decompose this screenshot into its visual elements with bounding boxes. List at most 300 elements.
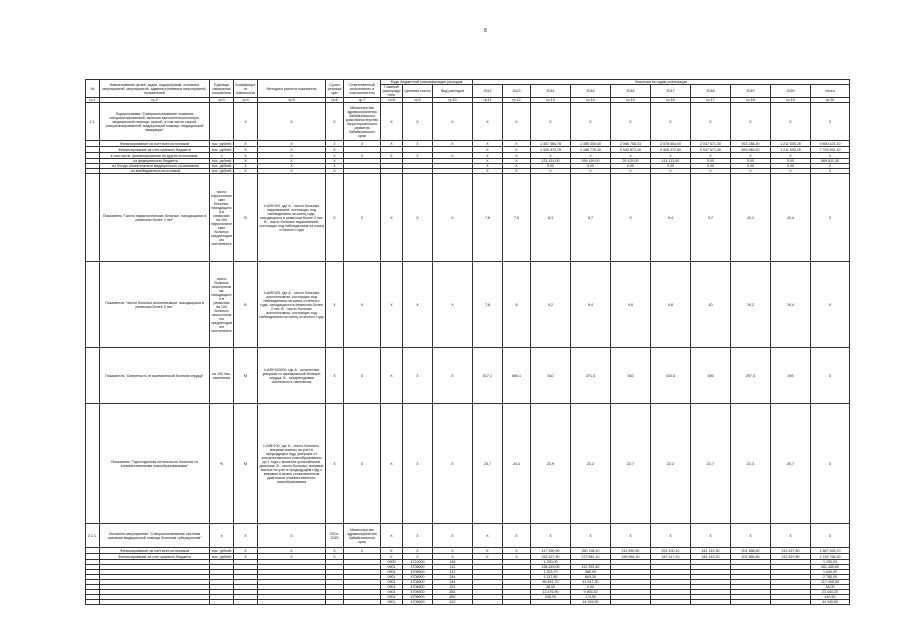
row-grbs: Х bbox=[381, 174, 403, 262]
row-value: 8,3 bbox=[531, 174, 571, 262]
empty-cell bbox=[210, 600, 234, 605]
row-value: Х bbox=[611, 103, 651, 141]
row-value: Х bbox=[473, 141, 503, 147]
row-value: 24,7 bbox=[473, 404, 503, 524]
row-value: Х bbox=[731, 103, 771, 141]
row-value: 10 bbox=[691, 262, 731, 348]
row-value: 310,6 bbox=[651, 348, 691, 404]
column-number: гр.12 bbox=[503, 98, 531, 103]
row-method: Х bbox=[258, 103, 326, 141]
row-value: 212 627,80 bbox=[771, 554, 811, 560]
header-no: № bbox=[86, 80, 100, 98]
row-value: Х bbox=[611, 153, 651, 159]
row-grbs: Х bbox=[381, 141, 403, 147]
header-unit: Единица измерения показателя bbox=[210, 80, 234, 98]
row-period: 2014-2020 bbox=[326, 524, 344, 548]
row-value: 10,4 bbox=[771, 174, 811, 262]
sub-csr: 4708900 bbox=[403, 565, 433, 570]
row-value: 569 811,00 bbox=[811, 159, 850, 164]
row-value: 212 627,80 bbox=[771, 548, 811, 554]
sub-value-2015: 44 345,50 bbox=[571, 600, 611, 605]
row-value: 9,6 bbox=[611, 262, 651, 348]
row-executor: Министерство здравоохранения Забайкальского края Министерство территориального развития Забайкальского края bbox=[344, 103, 381, 141]
sub-csr: 4708900 bbox=[403, 595, 433, 600]
row-name: Финансирование за счет всех источников bbox=[100, 548, 210, 554]
row-coef: Х bbox=[234, 548, 258, 554]
row-name: Показатель "Число больных алкоголизмом, находящихся в ремиссии более 2 лет" bbox=[100, 262, 210, 348]
header-year: 2020 bbox=[771, 85, 811, 98]
row-method: Х bbox=[258, 524, 326, 548]
sub-csr: 4708900 bbox=[403, 575, 433, 580]
row-grbs: Х bbox=[381, 548, 403, 554]
sub-vr: 852 bbox=[433, 595, 473, 600]
row-value: 0,00 bbox=[691, 164, 731, 169]
empty-cell bbox=[234, 600, 258, 605]
sub-total: 440,50 bbox=[811, 595, 850, 600]
row-method: Х bbox=[258, 153, 326, 159]
row-value: 181 143,30 bbox=[691, 548, 731, 554]
column-number: гр.6 bbox=[326, 98, 344, 103]
row-period: Х bbox=[326, 404, 344, 524]
row-value: 293 bbox=[771, 348, 811, 404]
row-coef: Х bbox=[234, 153, 258, 159]
row-method: Х bbox=[258, 164, 326, 169]
sub-vr: 244 bbox=[433, 580, 473, 585]
row-unit: % bbox=[210, 404, 234, 524]
sub-grbs: 0900 bbox=[381, 560, 403, 565]
row-period: Х bbox=[326, 174, 344, 262]
row-csr: Х bbox=[403, 548, 433, 554]
row-period: Х bbox=[326, 141, 344, 147]
row-period: Х bbox=[326, 548, 344, 554]
row-value: Х bbox=[503, 548, 531, 554]
sub-csr: 4708900 bbox=[403, 585, 433, 590]
row-unit: тыс. рублей bbox=[210, 164, 234, 169]
row-value: 9,4 bbox=[651, 174, 691, 262]
row-value: 0,00 bbox=[651, 164, 691, 169]
row-value: 22,2 bbox=[651, 404, 691, 524]
row-value: Х bbox=[771, 524, 811, 548]
row-unit: тыс. рублей bbox=[210, 141, 234, 147]
sub-value-2014: 1 290,00 bbox=[531, 560, 571, 565]
row-vr: Х bbox=[433, 348, 473, 404]
header-bk-group: Коды бюджетной классификации расходов bbox=[381, 80, 473, 85]
row-executor: Х bbox=[344, 348, 381, 404]
row-value: 1 186 770,40 bbox=[571, 147, 611, 153]
column-number: гр.7 bbox=[344, 98, 381, 103]
row-method: Х bbox=[258, 141, 326, 147]
row-value: 0,00 bbox=[571, 164, 611, 169]
header-year: 2012 bbox=[473, 85, 503, 98]
row-name: в том числе, финансирование из других источников: bbox=[100, 153, 210, 159]
sub-csr: 4708900 bbox=[403, 590, 433, 595]
row-csr: Х bbox=[403, 404, 433, 524]
header-period: Сроки реализации bbox=[326, 80, 344, 98]
row-period: Х bbox=[326, 153, 344, 159]
row-number: 2.1.1. bbox=[86, 524, 100, 548]
empty-cell bbox=[100, 600, 210, 605]
row-grbs: Х bbox=[381, 554, 403, 560]
sub-grbs: 0901 bbox=[381, 590, 403, 595]
row-coef: Х bbox=[234, 141, 258, 147]
row-coef: М bbox=[234, 348, 258, 404]
row-csr: Х bbox=[403, 153, 433, 159]
row-value: 187 417,10 bbox=[651, 554, 691, 560]
row-value: 0,00 bbox=[691, 159, 731, 164]
row-value: 7,6 bbox=[473, 262, 503, 348]
row-value: Х bbox=[473, 548, 503, 554]
column-number: гр.15 bbox=[611, 98, 651, 103]
row-executor: Х bbox=[344, 174, 381, 262]
sub-value-2014: 48,00 bbox=[531, 585, 571, 590]
sub-value-2015: 385,00 bbox=[571, 570, 611, 575]
row-value: 2 578 654,00 bbox=[651, 141, 691, 147]
row-value: 332 427,90 bbox=[531, 554, 571, 560]
row-method: Х bbox=[258, 159, 326, 164]
sub-value-2015: 663,30 bbox=[571, 575, 611, 580]
sub-grbs: 0901 bbox=[381, 580, 403, 585]
row-method: Х bbox=[258, 147, 326, 153]
column-number: гр.17 bbox=[691, 98, 731, 103]
sub-value-2014: 158 449,00 bbox=[531, 565, 571, 570]
row-value: Х bbox=[531, 524, 571, 548]
sub-grbs: 0901 bbox=[381, 600, 403, 605]
row-unit: на 100 тыс. населения bbox=[210, 348, 234, 404]
row-value: Х bbox=[473, 164, 503, 169]
sub-value-2014 bbox=[531, 600, 571, 605]
row-value: Х bbox=[473, 554, 503, 560]
row-value: Х bbox=[473, 159, 503, 164]
column-number: гр.14 bbox=[571, 98, 611, 103]
header-funding-group: Значения по годам реализации bbox=[473, 80, 850, 85]
row-executor: Х bbox=[344, 548, 381, 554]
sub-vr: 851 bbox=[433, 590, 473, 595]
sub-value-2014: 246,00 bbox=[531, 595, 571, 600]
row-grbs: Х bbox=[381, 262, 403, 348]
empty-cell bbox=[771, 600, 811, 605]
row-value: 0 bbox=[811, 169, 850, 174]
row-value: Х bbox=[811, 262, 850, 348]
row-period: Х bbox=[326, 164, 344, 169]
row-value: 0,00 bbox=[731, 164, 771, 169]
row-value: Х bbox=[811, 348, 850, 404]
row-executor: Х bbox=[344, 153, 381, 159]
row-number: 2.1. bbox=[86, 103, 100, 141]
row-value: 22,7 bbox=[611, 404, 651, 524]
row-value: Х bbox=[503, 141, 531, 147]
row-number bbox=[86, 174, 100, 262]
row-value: 1 485 305,40 bbox=[571, 141, 611, 147]
row-value: 0 bbox=[691, 169, 731, 174]
row-vr: Х bbox=[433, 404, 473, 524]
row-value: 9,7 bbox=[691, 174, 731, 262]
row-value: 1 211 505,20 bbox=[771, 147, 811, 153]
row-value: 9 850 424,10 bbox=[811, 141, 850, 147]
column-number: гр.10 bbox=[433, 98, 473, 103]
sub-value-2014: 13 476,90 bbox=[531, 590, 571, 595]
sub-grbs: 0901 bbox=[381, 575, 403, 580]
table-row bbox=[86, 262, 850, 348]
row-value: 350 198,10 bbox=[571, 548, 611, 554]
row-value: 9,4 bbox=[571, 262, 611, 348]
row-name: - из Фонда обязательного медицинского страхования bbox=[100, 164, 210, 169]
row-csr: Х bbox=[403, 141, 433, 147]
row-value: Х bbox=[473, 153, 503, 159]
sub-vr: 321 bbox=[433, 585, 473, 590]
sub-total: 117 405,80 bbox=[811, 580, 850, 585]
row-coef: М bbox=[234, 404, 258, 524]
row-method: Х bbox=[258, 548, 326, 554]
row-value: 510 bbox=[531, 348, 571, 404]
row-value: Х bbox=[691, 153, 731, 159]
row-value: 131 414,00 bbox=[531, 159, 571, 164]
row-grbs: Х bbox=[381, 404, 403, 524]
row-coef: Х bbox=[234, 554, 258, 560]
row-value: 25 125,00 bbox=[611, 159, 651, 164]
empty-cell bbox=[651, 600, 691, 605]
row-value: 923 188,20 bbox=[731, 141, 771, 147]
row-method: Х bbox=[258, 169, 326, 174]
row-csr: Х bbox=[403, 554, 433, 560]
row-value: 114 113,00 bbox=[651, 159, 691, 164]
row-grbs: Х bbox=[381, 153, 403, 159]
row-value: Х bbox=[611, 524, 651, 548]
row-value: Х bbox=[731, 153, 771, 159]
row-name: Подпрограмма "Совершенствование оказания специализированной, включая высокотехнологичную, медицинской помощи, скорой, в том числе скорой специализированной, медицинской помощи, медицинской эвакуации" bbox=[100, 103, 210, 141]
header-year: 2019 bbox=[731, 85, 771, 98]
row-value: 7 709 461,10 bbox=[811, 147, 850, 153]
row-number bbox=[86, 348, 100, 404]
row-unit: х bbox=[210, 524, 234, 548]
row-value: 23,2 bbox=[571, 404, 611, 524]
row-value: Х bbox=[771, 153, 811, 159]
row-csr: Х bbox=[403, 348, 433, 404]
row-name: - из внебюджетных источников bbox=[100, 169, 210, 174]
row-number bbox=[86, 404, 100, 524]
row-value: 371,5 bbox=[571, 348, 611, 404]
table-body bbox=[86, 80, 850, 605]
row-unit: тыс. рублей bbox=[210, 554, 234, 560]
sub-csr: 4708900 bbox=[403, 600, 433, 605]
row-value: 293 100,10 bbox=[651, 548, 691, 554]
header-year: 2013 bbox=[503, 85, 531, 98]
row-value: 1 325 970,78 bbox=[531, 147, 571, 153]
sub-vr: 244 bbox=[433, 560, 473, 565]
row-method: I=A/B*100, где А - число больных, впервые взятых на учет в предыдущем году, умерших от злокачественного новообразования до 1 года с момента установления диагноза, В - число больных, впервые взятых на учет в предыдущем году с впервые в жизни установленным диагнозом злокачественного новообразования bbox=[258, 404, 326, 524]
row-csr: Х bbox=[403, 174, 433, 262]
row-executor: Х bbox=[344, 262, 381, 348]
row-name: Показатель "Смертность от ишемической болезни сердца" bbox=[100, 348, 210, 404]
row-vr: Х bbox=[433, 524, 473, 548]
row-executor: Министерство здравоохранения Забайкальского края bbox=[344, 524, 381, 548]
row-period: Х bbox=[326, 159, 344, 164]
page-number: 8 bbox=[484, 28, 487, 34]
sub-csr: 4710000 bbox=[403, 560, 433, 565]
row-unit: х bbox=[210, 153, 234, 159]
column-number: гр.3 bbox=[210, 98, 234, 103]
column-number: гр.5 bbox=[258, 98, 326, 103]
row-vr: Х bbox=[433, 103, 473, 141]
row-value: 10,2 bbox=[731, 262, 771, 348]
row-name: Основное мероприятие "Совершенствование системы оказания медицинской помощи больным туберкулезом" bbox=[100, 524, 210, 548]
header-grbs: Главный распорядитель bbox=[381, 85, 403, 98]
row-csr: Х bbox=[403, 103, 433, 141]
row-value: 306 bbox=[691, 348, 731, 404]
row-vr: Х bbox=[433, 262, 473, 348]
column-number: гр.4 bbox=[234, 98, 258, 103]
row-coef: Х bbox=[234, 147, 258, 153]
row-value: Х bbox=[691, 103, 731, 141]
row-value: 0 bbox=[611, 169, 651, 174]
sub-total: 281 455,60 bbox=[811, 565, 850, 570]
row-value: 9 bbox=[611, 174, 651, 262]
column-number: гр.13 bbox=[531, 98, 571, 103]
table-row bbox=[86, 348, 850, 404]
row-value: 617,1 bbox=[473, 348, 503, 404]
row-value: Х bbox=[473, 524, 503, 548]
row-value: 21,3 bbox=[731, 404, 771, 524]
sub-value-2015: 0,00 bbox=[571, 585, 611, 590]
row-coef: Х bbox=[234, 159, 258, 164]
sub-csr: 4708900 bbox=[403, 580, 433, 585]
row-value: 0,00 bbox=[611, 164, 651, 169]
row-value: Х bbox=[811, 174, 850, 262]
sub-vr: 111 bbox=[433, 565, 473, 570]
row-value: 211 990,00 bbox=[611, 548, 651, 554]
row-value: 195 584,20 bbox=[611, 554, 651, 560]
row-coef: Х bbox=[234, 103, 258, 141]
row-value: Х bbox=[531, 103, 571, 141]
row-value: 0 bbox=[811, 164, 850, 169]
row-unit: тыс. рублей bbox=[210, 548, 234, 554]
row-name: Показатель "Число наркологических больных, находящихся в ремиссии более 2 лет" bbox=[100, 174, 210, 262]
row-grbs: Х bbox=[381, 524, 403, 548]
sub-total: 2 780,00 bbox=[811, 575, 850, 580]
sub-value-2015: 112 993,40 bbox=[571, 565, 611, 570]
row-value: 0 bbox=[571, 169, 611, 174]
column-number: гр.20 bbox=[811, 98, 850, 103]
row-grbs: Х bbox=[381, 348, 403, 404]
sub-value-2015: 9 963,30 bbox=[571, 590, 611, 595]
row-value: 181 143,30 bbox=[691, 554, 731, 560]
row-value: Х bbox=[571, 524, 611, 548]
row-value: Х bbox=[503, 147, 531, 153]
row-value: Х bbox=[811, 404, 850, 524]
row-csr: Х bbox=[403, 262, 433, 348]
header-year: 2015 bbox=[571, 85, 611, 98]
row-value: 2 405 472,50 bbox=[651, 147, 691, 153]
empty-cell bbox=[326, 600, 344, 605]
empty-cell bbox=[473, 600, 503, 605]
row-vr: Х bbox=[433, 554, 473, 560]
row-name: Финансирование за счет краевого бюджета bbox=[100, 554, 210, 560]
header-year: 2014 bbox=[531, 85, 571, 98]
row-name: - из федерального бюджета bbox=[100, 159, 210, 164]
sub-grbs: 0901 bbox=[381, 570, 403, 575]
row-unit: тыс. рублей bbox=[210, 159, 234, 164]
row-value: 0 bbox=[771, 169, 811, 174]
row-period: Х bbox=[326, 348, 344, 404]
row-value: Х bbox=[503, 153, 531, 159]
row-unit: тыс. рублей bbox=[210, 147, 234, 153]
row-value: 8 bbox=[503, 262, 531, 348]
row-value: 606,1 bbox=[503, 348, 531, 404]
row-value: 201 588,90 bbox=[731, 548, 771, 554]
header-year: 2016 bbox=[611, 85, 651, 98]
row-grbs: Х bbox=[381, 103, 403, 141]
row-value: 829 948,20 bbox=[731, 147, 771, 153]
row-unit: число наркологических больных, находящихся в ремиссии на 100 наркологических больных среднегодового контингента bbox=[210, 174, 234, 262]
row-coef: Х bbox=[234, 164, 258, 169]
table-row bbox=[86, 600, 850, 605]
row-value: 0 bbox=[731, 169, 771, 174]
row-period: Х bbox=[326, 169, 344, 174]
header-executor: Ответственный исполнитель и соисполнители bbox=[344, 80, 381, 98]
program-table bbox=[85, 79, 850, 605]
table-row bbox=[86, 174, 850, 262]
empty-cell bbox=[611, 600, 651, 605]
row-number bbox=[86, 262, 100, 348]
empty-cell bbox=[344, 600, 381, 605]
row-coef: Х bbox=[234, 169, 258, 174]
row-period: Х bbox=[326, 262, 344, 348]
row-method: Х bbox=[258, 554, 326, 560]
row-vr: Х bbox=[433, 153, 473, 159]
sub-value-2014: 80 651,70 bbox=[531, 580, 571, 585]
sub-value-2015: 41 617,30 bbox=[571, 580, 611, 585]
row-period: Х bbox=[326, 554, 344, 560]
sub-vr: 244 bbox=[433, 575, 473, 580]
table-row bbox=[86, 103, 850, 141]
row-value: Х bbox=[473, 103, 503, 141]
row-value: 273 581,10 bbox=[571, 554, 611, 560]
header-year: 2017 bbox=[651, 85, 691, 98]
sub-total: 48,00 bbox=[811, 585, 850, 590]
sub-value-2014: 1 253,70 bbox=[531, 570, 571, 575]
row-value: Х bbox=[731, 524, 771, 548]
row-value: 1 457 384,78 bbox=[531, 141, 571, 147]
row-value: Х bbox=[651, 153, 691, 159]
sub-total: 1 640,00 bbox=[811, 570, 850, 575]
empty-cell bbox=[86, 600, 100, 605]
empty-cell bbox=[258, 600, 326, 605]
row-value: Х bbox=[531, 153, 571, 159]
row-value: 24,4 bbox=[503, 404, 531, 524]
row-value: 417 390,90 bbox=[531, 548, 571, 554]
row-method: I=A/B*100, где А - число больных наркоманией, состоящих под наблюдением на конец года, находящихся в ремиссии более 2 лет, В - число больных наркоманией, состоящих под наблюдением на конец отчетного года bbox=[258, 174, 326, 262]
sub-vr: 612 bbox=[433, 600, 473, 605]
row-method: I=A/B*100000, где А - количество умерших от ишемической болезни сердца, В - среднегодовая численность населения bbox=[258, 348, 326, 404]
header-method: Методика расчета показателя bbox=[258, 80, 326, 98]
row-unit bbox=[210, 103, 234, 141]
sub-vr: 112 bbox=[433, 570, 473, 575]
row-value: Х bbox=[811, 524, 850, 548]
header-vr: Вид расходов bbox=[433, 85, 473, 98]
row-value: 0 bbox=[651, 169, 691, 174]
row-value: 2 047 571,30 bbox=[691, 141, 731, 147]
row-value: Х bbox=[811, 153, 850, 159]
row-executor: Х bbox=[344, 404, 381, 524]
row-value: 1 745 756,30 bbox=[811, 554, 850, 560]
empty-cell bbox=[691, 600, 731, 605]
empty-cell bbox=[503, 600, 531, 605]
row-value: Х bbox=[691, 524, 731, 548]
column-number: гр.16 bbox=[651, 98, 691, 103]
header-year: 2018 bbox=[691, 85, 731, 98]
row-value: 201 588,90 bbox=[731, 554, 771, 560]
column-number: гр.19 bbox=[771, 98, 811, 103]
row-value: 21,7 bbox=[691, 404, 731, 524]
